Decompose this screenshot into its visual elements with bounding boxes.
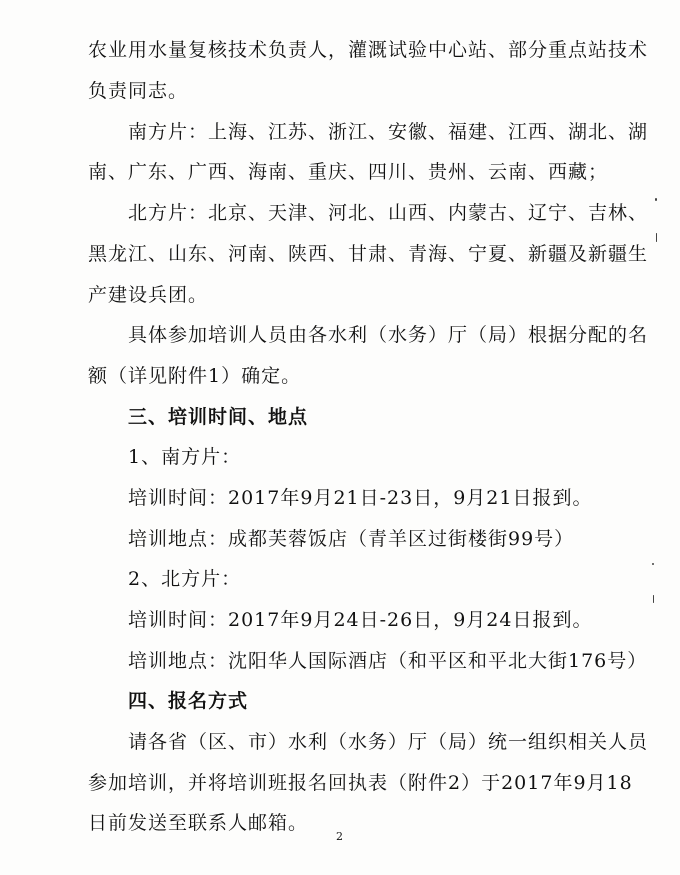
paragraph-line: 产建设兵团。	[88, 284, 209, 306]
paragraph-line: 南方片：上海、江苏、浙江、安徽、福建、江西、湖北、湖	[128, 121, 649, 143]
paragraph-line: 培训地点：成都芙蓉饭店（青羊区过街楼街99号）	[128, 528, 575, 550]
section-heading: 四、报名方式	[128, 690, 249, 712]
paragraph-line: 日前发送至联系人邮箱。	[88, 812, 309, 834]
paragraph-line: 培训时间：2017年9月21日-23日，9月21日报到。	[128, 487, 593, 509]
paragraph-line: 参加培训，并将培训班报名回执表（附件2）于2017年9月18	[88, 772, 633, 794]
section-heading: 三、培训时间、地点	[128, 406, 309, 428]
scan-speck	[652, 563, 654, 565]
paragraph-line: 黑龙江、山东、河南、陕西、甘肃、青海、宁夏、新疆及新疆生	[88, 243, 649, 265]
paragraph-line: 培训地点：沈阳华人国际酒店（和平区和平北大街176号）	[128, 650, 648, 672]
paragraph-line: 额（详见附件1）确定。	[88, 365, 302, 387]
paragraph-line: 具体参加培训人员由各水利（水务）厅（局）根据分配的名	[128, 324, 649, 346]
paragraph-line: 农业用水量复核技术负责人，灌溉试验中心站、部分重点站技术	[88, 39, 649, 61]
paragraph-line: 负责同志。	[88, 80, 189, 102]
subsection-label: 2、北方片：	[128, 568, 242, 590]
scan-speck	[656, 233, 657, 242]
paragraph-line: 请各省（区、市）水利（水务）厅（局）统一组织相关人员	[128, 731, 649, 753]
paragraph-line: 北方片：北京、天津、河北、山西、内蒙古、辽宁、吉林、	[128, 202, 649, 224]
paragraph-line: 南、广东、广西、海南、重庆、四川、贵州、云南、西藏；	[88, 161, 609, 183]
scan-speck	[655, 198, 657, 201]
page-number: 2	[336, 830, 343, 843]
subsection-label: 1、南方片：	[128, 446, 242, 468]
paragraph-line: 培训时间：2017年9月24日-26日，9月24日报到。	[128, 609, 593, 631]
scan-speck	[653, 595, 654, 603]
